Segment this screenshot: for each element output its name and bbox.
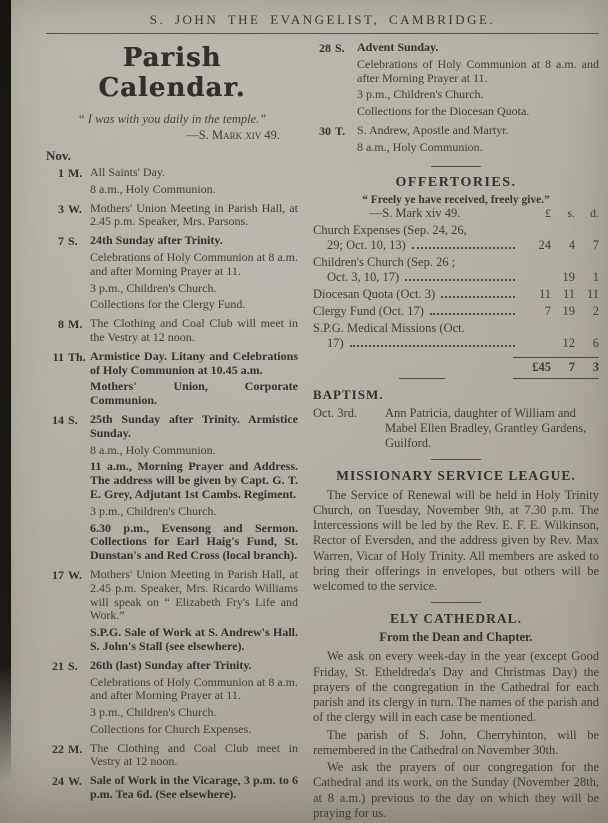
total-pounds: £45 xyxy=(532,359,551,374)
page-content xyxy=(46,12,599,823)
calendar-entry-text: 6.30 p.m., Evensong and Sermon. Collections for Earl Haig's Fund, St. Dunstan's and Red Cross (local branch). xyxy=(90,520,298,563)
offertories-quote-attribution: —S. Mark xiv 49. xyxy=(369,205,461,220)
calendar-entry-text: Mothers' Union, Corporate Communion. xyxy=(90,379,298,408)
calendar-day-number: 30 xyxy=(319,123,331,138)
ely-cathedral-paragraph: The parish of S. John, Cherryhinton, will be remembered in the Cathedral on November 30th. xyxy=(313,727,599,757)
calendar-entry-text: All Saints' Day. xyxy=(90,165,166,179)
offertory-row-amounts xyxy=(517,336,599,351)
calendar-entry-text: Celebrations of Holy Communion at 8 a.m. and after Morning Prayer at 11. xyxy=(90,674,298,703)
offertories-total-row xyxy=(313,358,599,378)
dot-leader xyxy=(405,279,515,281)
calendar-entry xyxy=(313,41,599,122)
calendar-entry-text: 25th Sunday after Trinity. Armistice Sunday. xyxy=(90,411,298,440)
calendar-entry-text: 8 a.m., Holy Communion. xyxy=(90,442,216,457)
calendar-day-letter: M. xyxy=(68,317,83,332)
offertories-quote: “ Freely ye have received, freely give.” xyxy=(362,193,550,206)
calendar-entry-body xyxy=(90,202,298,233)
offertory-row-amounts xyxy=(517,270,599,285)
calendar-entry-body xyxy=(90,742,298,773)
page-header-title: S. JOHN THE EVANGELIST, CAMBRIDGE. xyxy=(149,12,496,27)
calendar-entry xyxy=(46,568,298,657)
offertory-row-label xyxy=(313,321,517,351)
calendar-entry-text: Celebrations of Holy Communion at 8 a.m. and after Morning Prayer at 11. xyxy=(357,56,599,85)
pounds-column-header: £ xyxy=(545,205,551,220)
calendar-entry-date xyxy=(46,659,90,740)
calendar-entry-text: 3 p.m., Children's Church. xyxy=(90,705,217,720)
ely-cathedral-paragraph: We ask on every week-day in the year (except Good Friday, St. Etheldreda's Day and Christmas Day) the prayers of the congregation in the Cathedral for each parish and its clergy in turn. The names of the parish and of the clergy will in each case be mentioned. xyxy=(313,649,599,725)
left-column xyxy=(46,41,298,823)
book-binding-shadow xyxy=(0,0,11,782)
calendar-entry-text: 24th Sunday after Trinity. xyxy=(90,233,223,248)
calendar-day-letter: M. xyxy=(68,741,83,756)
calendar-entry-text: 8 a.m., Holy Communion. xyxy=(90,181,216,196)
calendar-entry-date xyxy=(46,317,90,348)
calendar-day-number: 8 xyxy=(58,317,64,332)
offertory-row-label xyxy=(313,255,517,285)
calendar-entry xyxy=(46,659,298,740)
calendar-entry-text: 11 a.m., Morning Prayer and Address. The address will be given by Capt. G. T. E. Grey, Adjutant 1st Cambs. Regiment. xyxy=(90,459,298,501)
calendar-entry xyxy=(46,202,298,233)
calendar-entries-right xyxy=(313,41,599,158)
offertories-total-block xyxy=(313,357,599,379)
offertory-amount-d: 6 xyxy=(592,335,599,350)
offertory-label-line xyxy=(313,270,517,285)
two-column-layout xyxy=(46,41,599,823)
offertory-label-text: 17) xyxy=(327,335,344,350)
offertory-label-line xyxy=(313,238,517,253)
shillings-column-header: s. xyxy=(567,205,575,220)
calendar-day-letter: M. xyxy=(68,166,83,180)
calendar-day-number: 21 xyxy=(52,658,64,673)
baptism-title: BAPTISM. xyxy=(313,386,384,402)
calendar-entry-text: 3 p.m., Children's Church. xyxy=(357,87,484,102)
calendar-entry-body xyxy=(90,413,298,566)
calendar-entry-date xyxy=(46,166,90,200)
calendar-entry-date xyxy=(46,202,90,233)
ely-cathedral-title: ELY CATHEDRAL. xyxy=(389,611,523,627)
calendar-entry xyxy=(46,166,298,200)
offertory-label-line xyxy=(313,336,517,351)
calendar-entry-body xyxy=(90,350,298,411)
calendar-entry-date xyxy=(313,41,357,122)
calendar-entry-text: Armistice Day. Litany and Celebrations of Holy Communion at 10.45 a.m. xyxy=(90,348,298,377)
total-bottom-row xyxy=(313,378,599,379)
calendar-entry-date xyxy=(46,568,90,657)
offertory-row-amounts xyxy=(517,304,599,319)
calendar-day-letter: S. xyxy=(68,234,78,249)
calendar-day-number: 7 xyxy=(58,234,64,249)
calendar-entry-text: Mothers' Union Meeting in Parish Hall, at 2.45 p.m. Speaker, Mrs. Ricardo Williams will speak on “ Elizabeth Fry's Life and Work.” xyxy=(90,566,298,623)
calendar-entry xyxy=(46,413,298,566)
offertory-label-text: 29; Oct. 10, 13) xyxy=(327,237,406,252)
calendar-entry-date xyxy=(46,742,90,773)
total-rule-bottom xyxy=(513,378,599,379)
offertory-amount-s: 4 xyxy=(568,237,575,252)
calendar-entry-text: Collections for Church Expenses. xyxy=(90,721,252,736)
calendar-entry-text: Collections for the Diocesan Quota. xyxy=(357,104,530,119)
offertory-amount-p: 7 xyxy=(544,303,551,318)
calendar-entry-text: Mothers' Union Meeting in Parish Hall, at 2.45 p.m. Speaker, Mrs. Parsons. xyxy=(90,200,298,229)
calendar-day-letter: S. xyxy=(68,658,78,673)
header-rule xyxy=(46,33,599,34)
offertory-amount-s: 19 xyxy=(562,269,575,284)
calendar-day-letter: T. xyxy=(335,123,346,138)
ely-cathedral-subtitle: From the Dean and Chapter. xyxy=(379,630,533,645)
offertory-amount-p xyxy=(517,270,551,285)
offertory-row xyxy=(313,287,599,302)
calendar-day-number: 14 xyxy=(52,412,64,427)
calendar-day-number: 11 xyxy=(52,349,64,364)
offertory-amount-p: 11 xyxy=(538,286,551,301)
calendar-day-letter: S. xyxy=(335,41,345,55)
parish-calendar-title: Parish Calendar. xyxy=(98,43,246,103)
offertory-amount-d: 1 xyxy=(592,269,599,284)
calendar-entry-date xyxy=(46,774,90,805)
offertory-amount-d: 11 xyxy=(586,286,599,301)
calendar-entry-date xyxy=(313,124,357,158)
missionary-service-league-title: MISSIONARY SERVICE LEAGUE. xyxy=(336,467,576,483)
offertory-amount-d: 2 xyxy=(592,303,599,318)
offertory-row xyxy=(313,321,599,351)
dot-leader xyxy=(430,313,515,315)
section-divider-dash xyxy=(399,378,445,379)
calendar-entry-text: The Clothing and Coal Club meet in Vestry at 12 noon. xyxy=(90,740,298,769)
calendar-day-letter: Th. xyxy=(68,349,86,364)
calendar-day-number: 3 xyxy=(58,201,64,216)
calendar-entry-text: 26th (last) Sunday after Trinity. xyxy=(90,657,252,672)
calendar-day-letter: S. xyxy=(68,412,78,427)
calendar-entry-text: Collections for the Clergy Fund. xyxy=(90,297,246,312)
baptism-entry xyxy=(313,406,599,451)
offertory-label-line: Children's Church (Sep. 26 ; xyxy=(313,254,456,269)
calendar-entry-text: S. Andrew, Apostle and Martyr. xyxy=(357,122,509,137)
calendar-entries-left xyxy=(46,166,298,805)
calendar-entry-body xyxy=(357,124,599,158)
calendar-entry-text: 8 a.m., Holy Communion. xyxy=(357,139,483,154)
calendar-entry-body xyxy=(90,234,298,315)
calendar-entry xyxy=(46,234,298,315)
offertory-label-line xyxy=(313,287,517,302)
offertory-amount-s: 19 xyxy=(562,303,575,318)
offertory-row-amounts xyxy=(517,287,599,302)
ely-cathedral-paragraphs xyxy=(313,649,599,821)
offertories-table xyxy=(313,223,599,351)
offertory-row-label xyxy=(313,287,517,302)
calendar-day-number: 22 xyxy=(52,741,64,756)
calendar-entry xyxy=(313,124,599,158)
calendar-entry-body xyxy=(90,568,298,657)
offertory-row-amounts xyxy=(517,238,599,253)
calendar-entry xyxy=(46,774,298,805)
calendar-entry-text: The Clothing and Coal Club will meet in the Vestry at 12 noon. xyxy=(90,316,298,344)
offertory-row xyxy=(313,223,599,253)
dot-leader xyxy=(350,345,515,347)
ely-cathedral-paragraph: We ask the prayers of our congregation for the Cathedral and its work, on the Sunday (November 28th, at 8 a.m.) previous to the day on which they will be praying for us. xyxy=(313,760,599,820)
calendar-entry-body xyxy=(357,41,599,122)
offertory-amount-s: 12 xyxy=(562,335,575,350)
calendar-entry-date xyxy=(46,234,90,315)
offertory-row-label xyxy=(313,304,517,319)
offertory-label-text: Clergy Fund (Oct. 17) xyxy=(313,303,424,318)
calendar-entry-body xyxy=(90,774,298,805)
offertory-label-line: S.P.G. Medical Missions (Oct. xyxy=(313,320,465,335)
offertory-amount-p xyxy=(517,336,551,351)
calendar-entry-text: S.P.G. Sale of Work at S. Andrew's Hall. S. John's Stall (see elsewhere). xyxy=(90,625,298,653)
total-shillings: 7 xyxy=(568,359,575,374)
calendar-day-number: 28 xyxy=(319,41,331,55)
offertory-label-text: Diocesan Quota (Oct. 3) xyxy=(313,286,436,301)
baptism-text: Ann Patricia, daughter of William and Mabel Ellen Bradley, Grantley Gardens, Guilford. xyxy=(385,405,587,450)
calendar-entry-body xyxy=(90,317,298,348)
calendar-entry-text: Advent Sunday. xyxy=(357,40,439,54)
calendar-entry-text: Sale of Work in the Vicarage, 3 p.m. to 6 p.m. Tea 6d. (See elsewhere). xyxy=(90,773,298,802)
calendar-day-number: 17 xyxy=(52,567,64,582)
calendar-entry-body xyxy=(90,659,298,740)
calendar-quote-attribution: —S. Mark xiv 49. xyxy=(186,128,280,142)
right-column xyxy=(313,41,599,823)
calendar-entry-text: 3 p.m., Children's Church. xyxy=(90,280,217,295)
missionary-service-league-body: The Service of Renewal will be held in Holy Trinity Church, on Tuesday, November 9th, at 7.30 p.m. The Intercessions will be led by the Rev. E. F. E. Wilkinson, Rector of Eversden, and the address given by Rev. Max Warren, Vicar of Holy Trinity. All members are asked to bring their offerings in envelopes, but others will be welcomed to the service. xyxy=(313,487,599,594)
dot-leader xyxy=(412,247,515,249)
calendar-entry-body xyxy=(90,166,298,200)
baptism-date: Oct. 3rd. xyxy=(313,405,358,420)
total-pence: 3 xyxy=(592,359,599,374)
offertory-row xyxy=(313,255,599,285)
offertory-amount-s: 11 xyxy=(562,286,575,301)
offertory-amount-p: 24 xyxy=(538,237,551,252)
offertories-title: OFFERTORIES. xyxy=(395,174,517,190)
calendar-entry xyxy=(46,317,298,348)
offertory-row-label xyxy=(313,223,517,253)
calendar-day-letter: W. xyxy=(68,201,82,216)
calendar-entry-text: 3 p.m., Children's Church. xyxy=(90,503,217,518)
calendar-day-letter: W. xyxy=(68,567,82,582)
calendar-day-number: 24 xyxy=(52,774,64,789)
pence-column-header: d. xyxy=(590,205,599,220)
calendar-day-letter: W. xyxy=(68,774,82,789)
offertory-label-text: Oct. 3, 10, 17) xyxy=(327,269,400,284)
offertory-label-line: Church Expenses (Sep. 24, 26, xyxy=(313,222,467,237)
calendar-day-number: 1 xyxy=(58,166,64,180)
calendar-entry xyxy=(46,350,298,411)
offertory-label-line xyxy=(313,304,517,319)
calendar-entry-text: Celebrations of Holy Communion at 8 a.m. and after Morning Prayer at 11. xyxy=(90,249,298,278)
calendar-entry xyxy=(46,742,298,773)
section-divider xyxy=(431,459,481,460)
section-divider xyxy=(431,602,481,603)
dot-leader xyxy=(441,296,515,298)
calendar-entry-date xyxy=(46,413,90,566)
month-label: Nov. xyxy=(46,148,71,163)
offertory-amount-d: 7 xyxy=(592,237,599,252)
calendar-entry-date xyxy=(46,350,90,411)
section-divider xyxy=(431,166,481,167)
offertories-column-headers xyxy=(313,206,599,221)
calendar-quote: “ I was with you daily in the temple.” xyxy=(77,112,267,126)
offertory-row xyxy=(313,304,599,319)
